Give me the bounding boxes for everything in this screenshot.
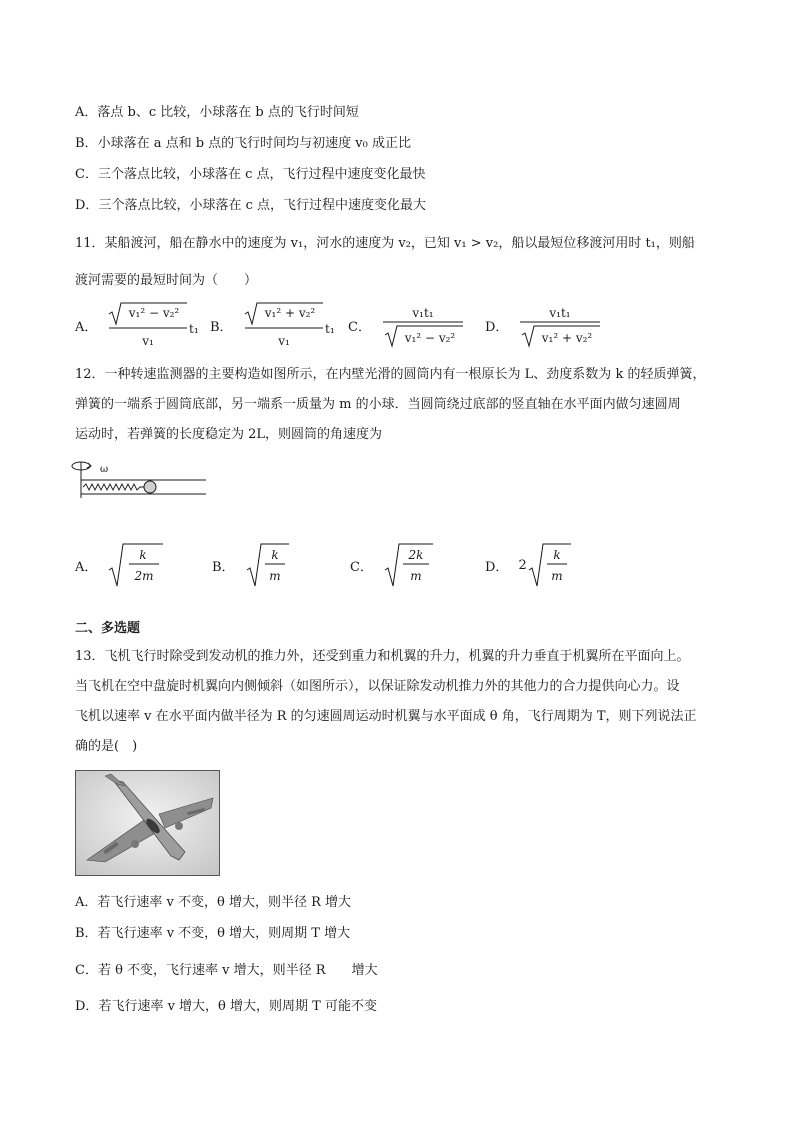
spring: [83, 484, 144, 490]
numerator: v₁t₁: [412, 306, 434, 320]
q13-stem-line4: 确的是( ): [75, 739, 138, 754]
q12-option-a-formula: [107, 540, 167, 590]
q13-stem-line1: 13．飞机飞行时除受到发动机的推力外，还受到重力和机翼的升力，机翼的升力垂直于机翼所在平面向上。: [75, 649, 690, 664]
denominator: v₁² − v₂²: [404, 331, 456, 345]
omega-label: ω: [100, 464, 109, 475]
denominator: m: [551, 569, 563, 583]
q11-option-d-formula: [518, 300, 608, 350]
numerator: k: [139, 548, 148, 562]
denominator: m: [268, 569, 281, 583]
q13-stem-line3: 飞机以速率 v 在水平面内做半径为 R 的匀速圆周运动时机翼与水平面成 θ 角，飞行周期为 T，则下列说法正: [75, 709, 697, 724]
q12-option-c-formula: [383, 540, 439, 590]
q13-option-b: B．若飞行速率 v 不变，θ 增大，则周期 T 增大: [75, 926, 351, 941]
q11-option-a: A． v₁² − v₂² v₁ t₁: [75, 300, 197, 350]
q12-option-d-formula: [527, 540, 577, 590]
q10-option-a: A．落点 b、c 比较，小球落在 b 点的飞行时间短: [75, 105, 359, 120]
q12-options: [75, 540, 635, 590]
fighter-jet-photo: [75, 770, 220, 876]
sqrt-sign: [529, 544, 571, 586]
numerator: 2k: [408, 548, 424, 562]
q12-stem-line3: 运动时，若弹簧的长度稳定为 2L，则圆筒的角速度为: [75, 427, 383, 442]
q11-option-b: B． v₁² + v₂² v₁ t₁: [210, 300, 333, 350]
q10-option-b: B．小球落在 a 点和 b 点的飞行时间均与初速度 v₀ 成正比: [75, 136, 411, 151]
q12-option-b-formula: [245, 540, 295, 590]
rotating-cylinder-figure: [66, 458, 216, 500]
coefficient: 2: [518, 557, 527, 573]
denominator: v₁: [277, 334, 290, 348]
numerator: v₁t₁: [549, 306, 572, 320]
q12-option-d: D． 2 k m: [485, 540, 577, 590]
q12-stem-line2: 弹簧的一端系于圆筒底部，另一端系一质量为 m 的小球．当圆筒绕过底部的竖直轴在水平面内做匀速圆周: [75, 397, 681, 412]
tail-term: t₁: [189, 322, 200, 336]
numerator: k: [553, 548, 561, 562]
denominator: 2m: [134, 569, 154, 583]
q12-stem-line1: 12．一种转速监测器的主要构造如图所示，在内壁光滑的圆筒内有一根原长为 L、劲度系数为 k 的轻质弹簧，: [75, 367, 706, 382]
tail-term: t₁: [324, 322, 335, 336]
q13-option-a: A．若飞行速率 v 不变，θ 增大，则半径 R 增大: [75, 895, 352, 910]
denominator: v₁² + v₂²: [542, 331, 593, 345]
numerator: v₁² + v₂²: [264, 306, 315, 320]
q11-option-c-formula: [381, 300, 471, 350]
denominator: m: [410, 569, 422, 583]
q11-stem-line2: 渡河需要的最短时间为（ ）: [75, 273, 258, 288]
q12-option-c: C． 2k m: [350, 540, 439, 590]
section-title: 二、多选题: [75, 621, 141, 636]
q13-option-d: D．若飞行速率 v 增大，θ 增大，则周期 T 可能不变: [75, 999, 377, 1014]
fuel-tank: [131, 840, 139, 848]
q11-option-c: C． v₁t₁ v₁² − v₂²: [348, 300, 471, 350]
q13-stem-line2: 当飞机在空中盘旋时机翼向内侧倾斜（如图所示），以保证除发动机推力外的其他力的合力提供向心力。设: [75, 679, 680, 694]
ball: [144, 481, 156, 493]
fuel-tank: [175, 822, 183, 830]
numerator: k: [270, 548, 279, 562]
q10-option-d: D．三个落点比较，小球落在 c 点，飞行过程中速度变化最大: [75, 198, 426, 213]
sqrt-sign: [247, 544, 289, 586]
q13-option-c: C．若 θ 不变，飞行速率 v 增大，则半径 R 增大: [75, 963, 378, 978]
q11-option-a-formula: [107, 300, 200, 350]
q11-options: [75, 300, 735, 350]
q11-option-d: D． v₁t₁ v₁² + v₂²: [485, 300, 608, 350]
q12-option-b: B． k m: [212, 540, 295, 590]
q11-stem-line1: 11．某船渡河，船在静水中的速度为 v₁，河水的速度为 v₂，已知 v₁ > v₂，船以最短位移渡河用时 t₁，则船: [75, 236, 695, 251]
q11-option-b-formula: [243, 300, 333, 350]
denominator: v₁: [142, 334, 155, 348]
numerator: v₁² − v₂²: [129, 306, 180, 320]
q12-option-a: A． k 2m: [75, 540, 167, 590]
q10-option-c: C．三个落点比较，小球落在 c 点，飞行过程中速度变化最快: [75, 167, 426, 182]
